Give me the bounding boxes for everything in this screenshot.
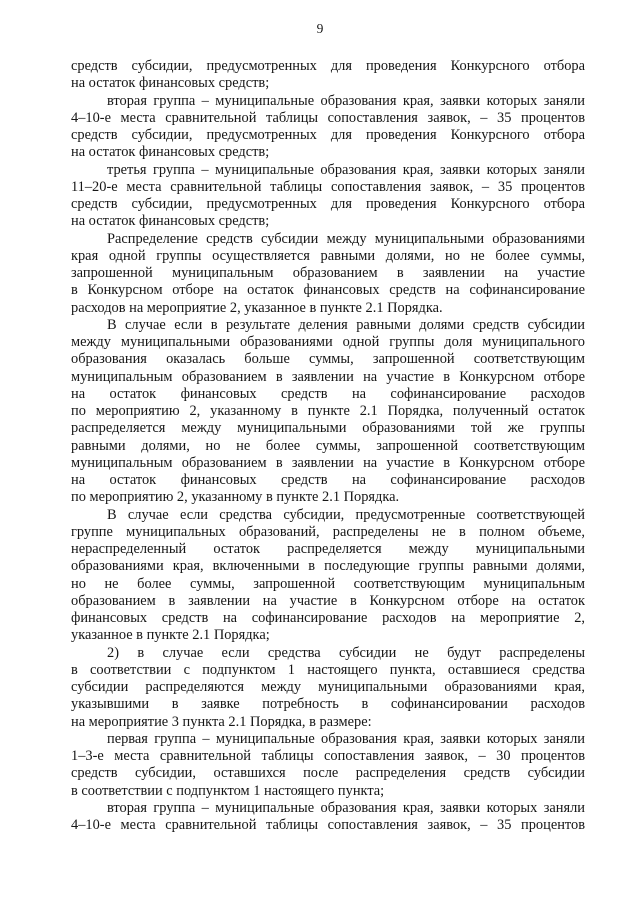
text-line: В случае если средства субсидии, предусмотренные соответствующей	[107, 506, 585, 523]
text-line: средств субсидии, предусмотренных для проведения Конкурсного отбора	[71, 196, 585, 212]
text-line: образования оказалась больше суммы, запрошенной соответствующим	[71, 351, 585, 368]
text-line: средств субсидии, предусмотренных для проведения Конкурсного отбора	[71, 58, 585, 74]
text-line: третья группа – муниципальные образования края, заявки которых заняли	[107, 161, 585, 178]
text-line: Распределение средств субсидии между муниципальными образованиями	[107, 230, 585, 247]
text-line: в соответствии с подпунктом 1 настоящего пункта;	[71, 782, 385, 799]
text-line: субсидии распределяются между муниципальными образованиями края,	[71, 679, 585, 695]
text-line: в соответствии с подпунктом 1 настоящего пункта, оставшиеся средства	[71, 661, 585, 678]
text-line: вторая группа – муниципальные образования края, заявки которых заняли	[107, 92, 585, 109]
text-line: запрошенной муниципальным образованием в заявлении на участие	[71, 265, 585, 281]
page-number: 9	[316, 21, 324, 36]
text-line: расходов на мероприятие 2, указанное в пункте 2.1 Порядка.	[71, 299, 443, 316]
text-line: финансовых средств на софинансирование расходов на мероприятие 2,	[71, 610, 585, 626]
text-line: в Конкурсном отборе на остаток финансовых средств на софинансирование	[71, 282, 585, 299]
text-line: 2) в случае если средства субсидии не будут распределены	[107, 644, 585, 661]
text-line: нераспределенный остаток распределяется между муниципальными	[71, 541, 585, 557]
text-line: на остаток финансовых средств на софинансирование расходов	[71, 385, 585, 402]
text-line: В случае если в результате деления равными долями средств субсидии	[107, 316, 585, 333]
text-line: образованиями края, включенными в последующие группы равными долями,	[71, 558, 585, 575]
text-line: муниципальным образованием в заявлении на участие в Конкурсном отборе	[71, 454, 585, 471]
text-line: муниципальным образованием в заявлении на участие в Конкурсном отборе	[71, 368, 585, 385]
body-text	[71, 58, 585, 834]
text-line: но не более суммы, запрошенной соответствующим муниципальным	[71, 575, 585, 592]
text-line: на остаток финансовых средств;	[71, 75, 270, 92]
text-line: 4–10-е места сравнительной таблицы сопоставления заявок, – 35 процентов	[71, 109, 585, 126]
text-line: средств субсидии, оставшихся после распределения средств субсидии	[71, 765, 585, 782]
text-line: по мероприятию 2, указанному в пункте 2.1 Порядка, полученный остаток	[71, 403, 585, 419]
text-line: по мероприятию 2, указанному в пункте 2.1 Порядка.	[71, 489, 400, 506]
text-line: распределяется между муниципальными образованиями той же группы	[71, 420, 585, 437]
text-line: равными долями, но не более суммы, запрошенной соответствующим	[71, 437, 585, 454]
text-line: первая группа – муниципальные образования края, заявки которых заняли	[107, 730, 585, 747]
text-line: 1–3-е места сравнительной таблицы сопоставления заявок, – 30 процентов	[71, 748, 585, 764]
text-line: образованием в заявлении на участие в Конкурсном отборе на остаток	[71, 592, 585, 609]
text-line: на остаток финансовых средств;	[71, 144, 270, 161]
text-line: на мероприятие 3 пункта 2.1 Порядка, в размере:	[71, 713, 372, 730]
text-line: вторая группа – муниципальные образования края, заявки которых заняли	[107, 799, 585, 816]
text-line: края одной группы осуществляется равными долями, но не более суммы,	[71, 247, 585, 264]
text-line: 11–20-е места сравнительной таблицы сопоставления заявок, – 35 процентов	[71, 178, 585, 195]
text-line: средств субсидии, предусмотренных для проведения Конкурсного отбора	[71, 127, 585, 143]
text-line: группе муниципальных образований, распределены не в полном объеме,	[71, 523, 585, 540]
text-line: между муниципальными образованиями одной группы доля муниципального	[71, 334, 585, 350]
text-line: указывшими в заявке потребность в софинансировании расходов	[71, 696, 585, 713]
text-line: указанное в пункте 2.1 Порядка;	[71, 627, 270, 644]
text-line: 4–10-е места сравнительной таблицы сопоставления заявок, – 35 процентов	[71, 817, 585, 833]
text-line: на остаток финансовых средств на софинансирование расходов	[71, 472, 585, 488]
text-line: на остаток финансовых средств;	[71, 213, 270, 230]
